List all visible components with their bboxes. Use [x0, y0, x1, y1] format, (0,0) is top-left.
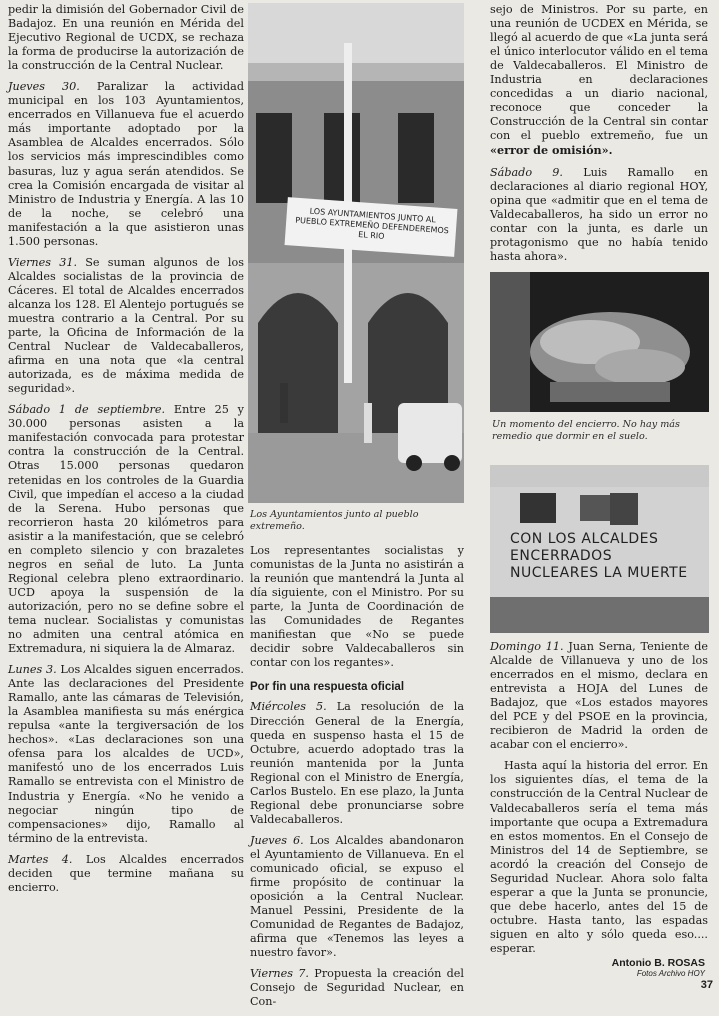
wall-slogan-photo	[490, 465, 709, 633]
paragraph	[490, 640, 708, 752]
column-3	[490, 3, 708, 271]
paragraph-text: Juan Serna, Teniente de Alcalde de Villanueva y uno de los encerrados en el mismo, declara en entrevista a HOJA del Lunes de Badajoz, que «Los estados mayores del PCE y del PSOE en la provincia, recibieron de Madrid la orden de acabar con el encierro».	[490, 640, 709, 752]
wall-slogan-text: CON LOS ALCALDES ENCERRADOS NUCLEARES LA MUERTE	[510, 531, 688, 581]
paragraph: Hasta aquí la historia del error. En los siguientes días, el tema de la construcción de la Central Nuclear de Valdecaballeros sería el tema más importante que ocupa a Extremadura en estos momentos. En el Consejo de Ministros del 14 de Septiembre, se acordó la creación del Consejo de Seguridad Nuclear. Ahora solo falta esperar a que la Junta se pronuncie, que debe hacerlo, antes del 15 de octubre. Hasta tanto, las espadas siguen en alto y sólo queda eso.... esperar.	[490, 759, 708, 955]
date-label: Jueves 6.	[250, 833, 304, 847]
date-label: Miércoles 5.	[250, 700, 327, 714]
date-label: Viernes 7.	[250, 967, 309, 981]
paragraph	[8, 403, 244, 656]
photo-caption: Los Ayuntamientos junto al pueblo extremeño.	[250, 509, 419, 532]
paragraph	[250, 700, 464, 826]
paragraph: pedir la dimisión del Gobernador Civil de Badajoz. En una reunión en Mérida del Ejecutivo Regional de UCDX, se rechaza la forma de producirse la autorización de la construcción de la Central Nuclear.	[8, 3, 244, 73]
paragraph	[490, 3, 708, 159]
paragraph-text: Luis Ramallo en declaraciones al diario regional HOY, opina que «admitir que en el tema de Valdecaballeros, ha sido un error no contar con la junta, es darle un protagonismo que no había tenido hasta ahora».	[490, 165, 709, 263]
paragraph	[8, 256, 244, 396]
paragraph: Los representantes socialistas y comunistas de la Junta no asistirán a la reunión que mantendrá la Junta al día siguiente, con el Ministro. Por su parte, la Junta de Coordinación de las Comunidades de Regantes manifiestan que «No se puede decidir sobre Valdecaballeros sin contar con los regantes».	[250, 544, 464, 670]
emphasis: «error de omisión».	[490, 143, 613, 158]
photo-credit: Fotos Archivo HOY	[636, 969, 705, 978]
paragraph-text: Se suman algunos de los Alcaldes socialistas de la provincia de Cáceres. El total de Alcaldes encerrados alcanza los 128. El Alentejo portugués se muestra contrario a la Central. Por su parte, la Oficina de Información de la Central Nuclear de Valdecaballeros, afirma en una nota que «la central autorizada, es de máxima medida de seguridad».	[8, 255, 244, 396]
paragraph-text: Paralizar la actividad municipal en los 103 Ayuntamientos, encerrados en Villanueva fue el acuerdo más importante adoptado por la Asamblea de Alcaldes encerrados. Sólo los servicios más imprescindibles como basuras, luz y agua serán atendidos. Se crea la Comisión encargada de visitar al Ministro de Industria y Energía. A las 10 de la noche, se celebró una manifestación a la que asistieron unas 1.500 personas.	[8, 80, 244, 248]
date-label: Sábado 9.	[490, 165, 563, 179]
paragraph	[250, 967, 464, 1009]
section-heading: Por fin una respuesta oficial	[250, 681, 405, 694]
town-hall-photo	[248, 3, 464, 503]
paragraph-text: Entre 25 y 30.000 personas asisten a la manifestación convocada para protestar contra la construcción de la Central. Otras 15.000 personas quedaron retenidas en los controles de la Guardia Civil, que impedían el acceso a la ciudad de la Serena. Hubo personas que recorrieron hasta 20 kilómetros para asistir a la manifestación, que se celebró en completo silencio y con brazaletes negros en señal de luto. La Junta Regional celebra pleno extraordinario. UCD apoya la suspensión de la autorización, pero no se define sobre el tema nuclear. Socialistas y comunistas no admiten una central atómica en Extremadura, ni siquiera la de Almaraz.	[8, 403, 244, 656]
paragraph	[490, 166, 708, 264]
date-label: Domingo 11.	[490, 640, 564, 653]
sleeping-photo	[490, 272, 709, 412]
date-label: Lunes 3.	[8, 663, 57, 677]
paragraph-text: Los Alcaldes abandonaron el Ayuntamiento de Villanueva. En el comunicado oficial, se expuso el firme propósito de continuar la oposición a la Central Nuclear. Manuel Pessini, Presidente de la Comunidad de Regantes de Badajoz, afirma que «Tenemos las leyes a nuestro favor».	[250, 833, 464, 960]
date-label: Viernes 31.	[8, 255, 78, 269]
paragraph-text: Propuesta la creación del Consejo de Seguridad Nuclear, en Con-	[250, 967, 464, 1009]
paragraph	[8, 663, 244, 846]
column-2	[250, 544, 464, 1016]
paragraph	[8, 853, 244, 895]
date-label: Martes 4.	[8, 852, 73, 866]
column-1	[8, 3, 244, 902]
paragraph	[250, 834, 464, 960]
paragraph-text: La resolución de la Dirección General de la Energía, queda en suspenso hasta el 15 de Octubre, acuerdo adoptado tras la reunión mantenida por la Junta Regional con el Ministro de Energía, Carlos Bustelo. En ese plazo, la Junta Regional debe pronunciarse sobre Valdecaballeros.	[250, 700, 464, 826]
paragraph	[8, 80, 244, 249]
column-3-bottom	[490, 640, 708, 963]
page-number: 37	[700, 979, 713, 991]
paragraph-text: Los Alcaldes encerrados deciden que termine mañana su encierro.	[8, 852, 244, 894]
paragraph-text: Los Alcaldes siguen encerrados. Ante las declaraciones del Presidente Ramallo, ante las cámaras de Televisión, la Asamblea manifiesta su más enérgica repulsa «ante la tergiversación de los hechos». «Las declaraciones son una ofensa para los alcaldes de UCD», manifestó uno de los encerrados Luis Ramallo se entrevista con el Ministro de Industria y Energía. «No he venido a negociar ningún tipo de compensaciones» dijo, Ramallo al término de la entrevista.	[8, 663, 244, 845]
paragraph-text: sejo de Ministros. Por su parte, en una reunión de UCDEX en Mérida, se llegó al acuerdo de que «La junta será el único interlocutor válido en el tema de Valdecaballeros. El Ministro de Industria en declaraciones concedidas a un diario nacional, reconoce que conceder la Construcción de la Central sin contar con el pueblo extremeño, fue un	[490, 3, 708, 143]
date-label: Jueves 30.	[8, 80, 80, 94]
banner-text: LOS AYUNTAMIENTOS JUNTO AL PUEBLO EXTREMEÑO DEFENDEREMOS EL RIO	[294, 206, 450, 241]
author-byline	[612, 957, 705, 978]
photo-caption: Un momento del encierro. No hay más remedio que dormir en el suelo.	[492, 419, 680, 442]
author-name: Antonio B. ROSAS	[611, 957, 705, 969]
date-label: Sábado 1 de septiembre.	[8, 403, 166, 417]
